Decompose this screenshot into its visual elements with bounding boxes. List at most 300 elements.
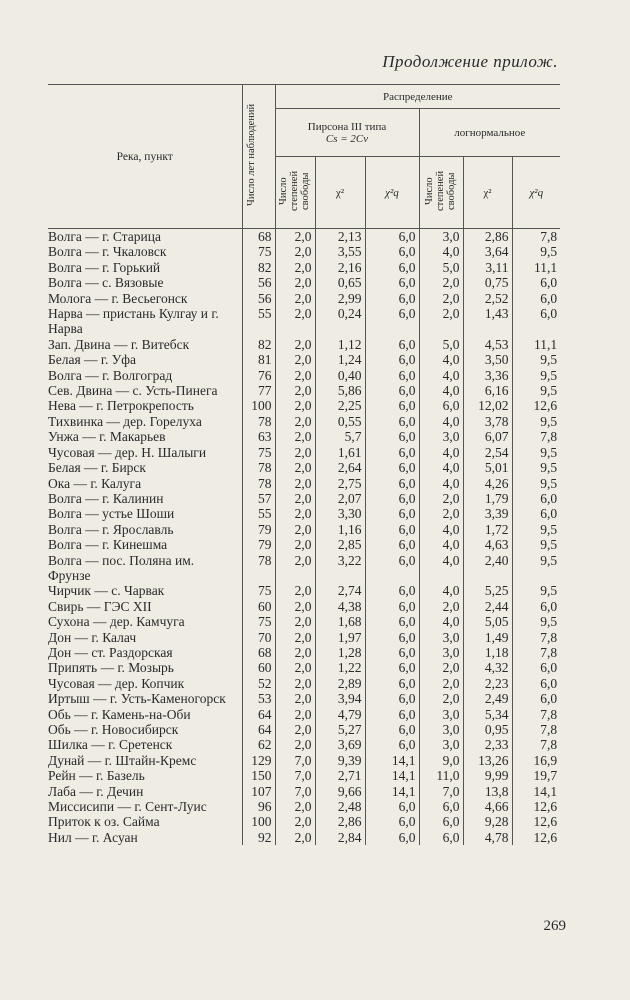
p-chiq-cell: 6,0 xyxy=(365,630,419,645)
p-dof-cell: 2,0 xyxy=(275,676,315,691)
lognormal-chiq-label: χ²q xyxy=(529,186,544,199)
p-chi2-cell: 3,94 xyxy=(315,691,365,706)
p-chi2-cell: 5,86 xyxy=(315,383,365,398)
l-dof-cell: 3,0 xyxy=(419,737,463,752)
years-cell: 129 xyxy=(242,753,275,768)
l-chi2-cell: 2,52 xyxy=(463,291,512,306)
river-cell: Волга — г. Волгоград xyxy=(48,367,173,383)
l-dof-cell: 2,0 xyxy=(419,291,463,306)
years-cell: 78 xyxy=(242,476,275,491)
l-dof-cell: 3,0 xyxy=(419,229,463,245)
river-cell: Припять — г. Мозырь xyxy=(48,660,174,676)
river-cell: Дон — г. Калач xyxy=(48,629,137,645)
l-dof-cell: 6,0 xyxy=(419,830,463,845)
table-row xyxy=(48,799,560,814)
p-chi2-cell: 4,38 xyxy=(315,599,365,614)
table-row xyxy=(48,768,560,783)
l-chiq-cell: 9,5 xyxy=(512,614,560,629)
years-cell: 64 xyxy=(242,722,275,737)
years-cell: 56 xyxy=(242,291,275,306)
years-cell: 100 xyxy=(242,398,275,413)
p-chi2-cell: 1,24 xyxy=(315,352,365,367)
l-chiq-cell: 9,5 xyxy=(512,522,560,537)
p-chiq-cell: 6,0 xyxy=(365,583,419,598)
p-chi2-cell: 4,79 xyxy=(315,707,365,722)
p-dof-cell: 2,0 xyxy=(275,737,315,752)
l-chi2-cell: 12,02 xyxy=(463,398,512,413)
l-chiq-cell: 7,8 xyxy=(512,229,560,245)
l-chiq-cell: 9,5 xyxy=(512,445,560,460)
p-chiq-cell: 6,0 xyxy=(365,691,419,706)
river-cell: Сухона — дер. Камчуга xyxy=(48,614,185,630)
p-dof-cell: 2,0 xyxy=(275,398,315,413)
l-chi2-cell: 1,79 xyxy=(463,491,512,506)
l-dof-cell: 4,0 xyxy=(419,445,463,460)
table-row xyxy=(48,491,560,506)
years-cell: 53 xyxy=(242,691,275,706)
table-row xyxy=(48,383,560,398)
l-chi2-cell: 4,26 xyxy=(463,476,512,491)
l-chi2-cell: 3,64 xyxy=(463,244,512,259)
table-row xyxy=(48,691,560,706)
l-dof-cell: 2,0 xyxy=(419,306,463,337)
l-dof-cell: 3,0 xyxy=(419,645,463,660)
p-chi2-cell: 1,68 xyxy=(315,614,365,629)
p-dof-cell: 7,0 xyxy=(275,784,315,799)
l-chi2-cell: 3,39 xyxy=(463,506,512,521)
lognormal-chiq-header xyxy=(512,157,560,229)
river-cell: Волга — г. Ярославль xyxy=(48,521,174,537)
p-dof-cell: 2,0 xyxy=(275,522,315,537)
river-cell: Тихвинка — дер. Горелуха xyxy=(48,413,202,429)
l-chiq-cell: 7,8 xyxy=(512,722,560,737)
years-cell: 63 xyxy=(242,429,275,444)
years-cell: 60 xyxy=(242,660,275,675)
years-cell: 96 xyxy=(242,799,275,814)
p-chiq-cell: 14,1 xyxy=(365,768,419,783)
river-cell: Рейн — г. Базель xyxy=(48,768,145,784)
p-dof-cell: 2,0 xyxy=(275,722,315,737)
p-dof-cell: 2,0 xyxy=(275,260,315,275)
p-chiq-cell: 6,0 xyxy=(365,614,419,629)
p-dof-cell: 2,0 xyxy=(275,537,315,552)
years-cell: 75 xyxy=(242,583,275,598)
l-chiq-cell: 12,6 xyxy=(512,830,560,845)
table-row xyxy=(48,784,560,799)
l-dof-cell: 4,0 xyxy=(419,244,463,259)
river-cell: Приток к оз. Сайма xyxy=(48,814,160,830)
l-dof-cell: 2,0 xyxy=(419,676,463,691)
table-row xyxy=(48,429,560,444)
l-chiq-cell: 9,5 xyxy=(512,460,560,475)
l-chiq-cell: 11,1 xyxy=(512,260,560,275)
p-dof-cell: 2,0 xyxy=(275,460,315,475)
l-chiq-cell: 6,0 xyxy=(512,599,560,614)
lognormal-dof-label: Число степеней свободы xyxy=(424,170,457,212)
p-dof-cell: 2,0 xyxy=(275,583,315,598)
river-cell: Волга — г. Кинешма xyxy=(48,537,168,553)
p-dof-cell: 2,0 xyxy=(275,368,315,383)
p-dof-cell: 2,0 xyxy=(275,799,315,814)
p-chi2-cell: 5,27 xyxy=(315,722,365,737)
river-cell: Белая — г. Бирск xyxy=(48,460,146,476)
years-cell: 55 xyxy=(242,506,275,521)
pearson-dof-label: Число степеней свободы xyxy=(278,170,311,212)
l-dof-cell: 4,0 xyxy=(419,522,463,537)
table-row xyxy=(48,445,560,460)
table-row xyxy=(48,229,560,245)
p-chiq-cell: 6,0 xyxy=(365,799,419,814)
river-cell: Нарва — пристань Кулгау и г. Нарва xyxy=(48,306,219,337)
pearson-chiq-label: χ²q xyxy=(385,186,399,199)
l-dof-cell: 4,0 xyxy=(419,476,463,491)
l-chiq-cell: 7,8 xyxy=(512,737,560,752)
pearson-chi2-header xyxy=(315,157,365,229)
p-chiq-cell: 6,0 xyxy=(365,553,419,584)
l-dof-cell: 2,0 xyxy=(419,506,463,521)
p-chiq-cell: 6,0 xyxy=(365,830,419,845)
l-chiq-cell: 6,0 xyxy=(512,506,560,521)
table-row xyxy=(48,460,560,475)
river-cell: Миссисипи — г. Сент-Луис xyxy=(48,799,207,815)
p-dof-cell: 2,0 xyxy=(275,830,315,845)
p-chiq-cell: 14,1 xyxy=(365,784,419,799)
lognormal-dof-header xyxy=(419,157,463,229)
l-chi2-cell: 3,78 xyxy=(463,414,512,429)
l-dof-cell: 2,0 xyxy=(419,491,463,506)
l-chi2-cell: 5,05 xyxy=(463,614,512,629)
l-chi2-cell: 2,86 xyxy=(463,229,512,245)
p-chi2-cell: 2,71 xyxy=(315,768,365,783)
l-chiq-cell: 6,0 xyxy=(512,491,560,506)
river-cell: Сев. Двина — с. Усть-Пинега xyxy=(48,383,218,399)
p-chiq-cell: 6,0 xyxy=(365,676,419,691)
p-dof-cell: 2,0 xyxy=(275,506,315,521)
p-dof-cell: 2,0 xyxy=(275,414,315,429)
l-chi2-cell: 1,18 xyxy=(463,645,512,660)
p-chi2-cell: 2,64 xyxy=(315,460,365,475)
p-chi2-cell: 2,74 xyxy=(315,583,365,598)
l-chi2-cell: 2,40 xyxy=(463,553,512,584)
l-dof-cell: 4,0 xyxy=(419,383,463,398)
p-dof-cell: 2,0 xyxy=(275,291,315,306)
p-dof-cell: 2,0 xyxy=(275,244,315,259)
l-dof-cell: 3,0 xyxy=(419,707,463,722)
years-cell: 82 xyxy=(242,260,275,275)
p-chi2-cell: 1,97 xyxy=(315,630,365,645)
p-chiq-cell: 6,0 xyxy=(365,291,419,306)
p-chiq-cell: 6,0 xyxy=(365,537,419,552)
table-row xyxy=(48,722,560,737)
p-chiq-cell: 6,0 xyxy=(365,737,419,752)
river-column-label: Река, пункт xyxy=(116,150,173,163)
p-dof-cell: 2,0 xyxy=(275,476,315,491)
l-chiq-cell: 7,8 xyxy=(512,707,560,722)
p-chiq-cell: 6,0 xyxy=(365,599,419,614)
l-chi2-cell: 9,99 xyxy=(463,768,512,783)
l-chiq-cell: 14,1 xyxy=(512,784,560,799)
river-cell: Молога — г. Весьегонск xyxy=(48,290,188,306)
p-dof-cell: 2,0 xyxy=(275,691,315,706)
table-row xyxy=(48,814,560,829)
years-cell: 76 xyxy=(242,368,275,383)
years-column-label: Число лет наблюдений xyxy=(245,103,257,207)
p-dof-cell: 2,0 xyxy=(275,491,315,506)
p-chi2-cell: 1,16 xyxy=(315,522,365,537)
river-cell: Дунай — г. Штайн-Кремс xyxy=(48,752,197,768)
l-dof-cell: 3,0 xyxy=(419,429,463,444)
p-chi2-cell: 9,39 xyxy=(315,753,365,768)
p-chi2-cell: 2,86 xyxy=(315,814,365,829)
p-chi2-cell: 1,12 xyxy=(315,337,365,352)
p-chiq-cell: 6,0 xyxy=(365,722,419,737)
l-chi2-cell: 5,25 xyxy=(463,583,512,598)
l-chi2-cell: 5,01 xyxy=(463,460,512,475)
river-cell: Белая — г. Уфа xyxy=(48,352,136,368)
p-chi2-cell: 1,22 xyxy=(315,660,365,675)
p-chi2-cell: 2,84 xyxy=(315,830,365,845)
p-chiq-cell: 6,0 xyxy=(365,337,419,352)
l-chiq-cell: 9,5 xyxy=(512,244,560,259)
l-dof-cell: 6,0 xyxy=(419,814,463,829)
l-chi2-cell: 1,49 xyxy=(463,630,512,645)
p-dof-cell: 7,0 xyxy=(275,768,315,783)
p-chiq-cell: 6,0 xyxy=(365,429,419,444)
years-cell: 92 xyxy=(242,830,275,845)
river-cell: Волга — устье Шоши xyxy=(48,506,175,522)
p-chi2-cell: 3,55 xyxy=(315,244,365,259)
l-dof-cell: 4,0 xyxy=(419,537,463,552)
l-chi2-cell: 2,44 xyxy=(463,599,512,614)
l-chiq-cell: 7,8 xyxy=(512,429,560,444)
table-row xyxy=(48,244,560,259)
lognormal-label: логнормальное xyxy=(454,126,526,139)
p-chi2-cell: 1,61 xyxy=(315,445,365,460)
l-chiq-cell: 9,5 xyxy=(512,383,560,398)
years-cell: 70 xyxy=(242,630,275,645)
l-dof-cell: 6,0 xyxy=(419,398,463,413)
p-chi2-cell: 2,85 xyxy=(315,537,365,552)
l-dof-cell: 6,0 xyxy=(419,799,463,814)
p-chi2-cell: 2,16 xyxy=(315,260,365,275)
river-cell: Чусовая — дер. Копчик xyxy=(48,675,185,691)
l-chiq-cell: 6,0 xyxy=(512,676,560,691)
p-chiq-cell: 6,0 xyxy=(365,660,419,675)
l-chi2-cell: 2,54 xyxy=(463,445,512,460)
l-chiq-cell: 6,0 xyxy=(512,306,560,337)
p-chi2-cell: 2,99 xyxy=(315,291,365,306)
l-dof-cell: 3,0 xyxy=(419,630,463,645)
l-chi2-cell: 6,16 xyxy=(463,383,512,398)
river-cell: Чусовая — дер. Н. Шалыги xyxy=(48,444,207,460)
l-chiq-cell: 9,5 xyxy=(512,537,560,552)
page-number: 269 xyxy=(543,918,566,934)
l-chi2-cell: 1,72 xyxy=(463,522,512,537)
p-dof-cell: 2,0 xyxy=(275,445,315,460)
l-chi2-cell: 4,63 xyxy=(463,537,512,552)
l-chi2-cell: 9,28 xyxy=(463,814,512,829)
table-row xyxy=(48,398,560,413)
table-row xyxy=(48,337,560,352)
l-chiq-cell: 9,5 xyxy=(512,368,560,383)
pearson-group-header xyxy=(275,109,419,157)
l-dof-cell: 3,0 xyxy=(419,722,463,737)
l-chiq-cell: 12,6 xyxy=(512,799,560,814)
table-row xyxy=(48,352,560,367)
distribution-group-header xyxy=(275,85,560,109)
table-row xyxy=(48,275,560,290)
l-dof-cell: 4,0 xyxy=(419,414,463,429)
p-chiq-cell: 6,0 xyxy=(365,645,419,660)
years-cell: 75 xyxy=(242,614,275,629)
p-chiq-cell: 6,0 xyxy=(365,398,419,413)
table-row xyxy=(48,414,560,429)
pearson-formula: Cs = 2Cv xyxy=(325,132,369,145)
years-cell: 62 xyxy=(242,737,275,752)
river-cell: Унжа — г. Макарьев xyxy=(48,429,166,445)
river-cell: Ока — г. Калуга xyxy=(48,475,142,491)
l-chiq-cell: 12,6 xyxy=(512,398,560,413)
data-table xyxy=(48,84,560,845)
years-cell: 57 xyxy=(242,491,275,506)
river-cell: Иртыш — г. Усть-Каменогорск xyxy=(48,691,226,707)
p-chi2-cell: 9,66 xyxy=(315,784,365,799)
l-dof-cell: 7,0 xyxy=(419,784,463,799)
table-row xyxy=(48,537,560,552)
years-cell: 60 xyxy=(242,599,275,614)
table-row xyxy=(48,291,560,306)
p-dof-cell: 2,0 xyxy=(275,599,315,614)
p-dof-cell: 2,0 xyxy=(275,337,315,352)
river-cell: Волга — г. Чкаловск xyxy=(48,244,167,260)
l-dof-cell: 2,0 xyxy=(419,599,463,614)
river-cell: Зап. Двина — г. Витебск xyxy=(48,336,190,352)
p-dof-cell: 2,0 xyxy=(275,306,315,337)
years-cell: 52 xyxy=(242,676,275,691)
distribution-label: Распределение xyxy=(383,90,453,103)
table-row xyxy=(48,660,560,675)
table-row xyxy=(48,583,560,598)
l-chi2-cell: 2,33 xyxy=(463,737,512,752)
years-cell: 150 xyxy=(242,768,275,783)
p-chi2-cell: 2,25 xyxy=(315,398,365,413)
p-dof-cell: 2,0 xyxy=(275,630,315,645)
l-chiq-cell: 6,0 xyxy=(512,275,560,290)
p-chi2-cell: 0,55 xyxy=(315,414,365,429)
p-chi2-cell: 2,48 xyxy=(315,799,365,814)
l-chi2-cell: 1,43 xyxy=(463,306,512,337)
table-row xyxy=(48,737,560,752)
l-chiq-cell: 9,5 xyxy=(512,352,560,367)
years-cell: 81 xyxy=(242,352,275,367)
river-cell: Обь — г. Камень-на-Оби xyxy=(48,706,191,722)
p-dof-cell: 2,0 xyxy=(275,660,315,675)
l-dof-cell: 4,0 xyxy=(419,614,463,629)
p-chi2-cell: 1,28 xyxy=(315,645,365,660)
l-chiq-cell: 7,8 xyxy=(512,645,560,660)
years-cell: 77 xyxy=(242,383,275,398)
river-cell: Волга — пос. Поляна им. Фрунзе xyxy=(48,552,195,583)
p-chi2-cell: 0,24 xyxy=(315,306,365,337)
l-chiq-cell: 11,1 xyxy=(512,337,560,352)
page-header-label: Продолжение прилож. xyxy=(382,52,558,71)
l-chi2-cell: 13,8 xyxy=(463,784,512,799)
p-chiq-cell: 6,0 xyxy=(365,476,419,491)
p-dof-cell: 2,0 xyxy=(275,229,315,245)
l-chiq-cell: 6,0 xyxy=(512,660,560,675)
l-chiq-cell: 9,5 xyxy=(512,414,560,429)
years-cell: 78 xyxy=(242,553,275,584)
l-chiq-cell: 19,7 xyxy=(512,768,560,783)
l-dof-cell: 2,0 xyxy=(419,660,463,675)
l-dof-cell: 4,0 xyxy=(419,352,463,367)
p-chiq-cell: 6,0 xyxy=(365,814,419,829)
table-body xyxy=(48,229,560,846)
p-chi2-cell: 5,7 xyxy=(315,429,365,444)
p-chiq-cell: 6,0 xyxy=(365,506,419,521)
p-chiq-cell: 6,0 xyxy=(365,445,419,460)
years-cell: 68 xyxy=(242,645,275,660)
l-chi2-cell: 3,36 xyxy=(463,368,512,383)
pearson-chiq-header xyxy=(365,157,419,229)
river-cell: Нил — г. Асуан xyxy=(48,829,138,845)
p-chiq-cell: 6,0 xyxy=(365,306,419,337)
river-column-header xyxy=(48,85,242,229)
river-cell: Лаба — г. Дечин xyxy=(48,783,144,799)
river-cell: Чирчик — с. Чарвак xyxy=(48,583,165,599)
l-dof-cell: 5,0 xyxy=(419,337,463,352)
river-cell: Волга — г. Горький xyxy=(48,259,161,275)
data-table-container xyxy=(48,84,560,845)
p-chiq-cell: 6,0 xyxy=(365,383,419,398)
years-column-header xyxy=(242,85,275,229)
p-chiq-cell: 6,0 xyxy=(365,414,419,429)
l-dof-cell: 4,0 xyxy=(419,553,463,584)
years-cell: 55 xyxy=(242,306,275,337)
p-chiq-cell: 6,0 xyxy=(365,491,419,506)
table-row xyxy=(48,830,560,845)
p-chi2-cell: 0,65 xyxy=(315,275,365,290)
p-dof-cell: 2,0 xyxy=(275,383,315,398)
years-cell: 78 xyxy=(242,460,275,475)
pearson-dof-header xyxy=(275,157,315,229)
years-cell: 64 xyxy=(242,707,275,722)
p-chiq-cell: 6,0 xyxy=(365,275,419,290)
l-chiq-cell: 6,0 xyxy=(512,691,560,706)
l-chi2-cell: 0,75 xyxy=(463,275,512,290)
years-cell: 75 xyxy=(242,445,275,460)
p-dof-cell: 2,0 xyxy=(275,645,315,660)
river-cell: Волга — с. Вязовые xyxy=(48,275,164,291)
l-chiq-cell: 9,5 xyxy=(512,553,560,584)
table-row xyxy=(48,614,560,629)
pearson-chi2-label: χ² xyxy=(335,186,345,199)
p-dof-cell: 2,0 xyxy=(275,614,315,629)
l-chi2-cell: 3,50 xyxy=(463,352,512,367)
table-row xyxy=(48,676,560,691)
table-row xyxy=(48,260,560,275)
lognormal-group-header xyxy=(419,109,560,157)
p-chi2-cell: 2,07 xyxy=(315,491,365,506)
l-chi2-cell: 2,49 xyxy=(463,691,512,706)
river-cell: Дон — ст. Раздорская xyxy=(48,644,173,660)
lognormal-chi2-label: χ² xyxy=(483,186,492,199)
p-dof-cell: 2,0 xyxy=(275,553,315,584)
l-dof-cell: 4,0 xyxy=(419,368,463,383)
table-row xyxy=(48,707,560,722)
l-chiq-cell: 7,8 xyxy=(512,630,560,645)
table-row xyxy=(48,753,560,768)
